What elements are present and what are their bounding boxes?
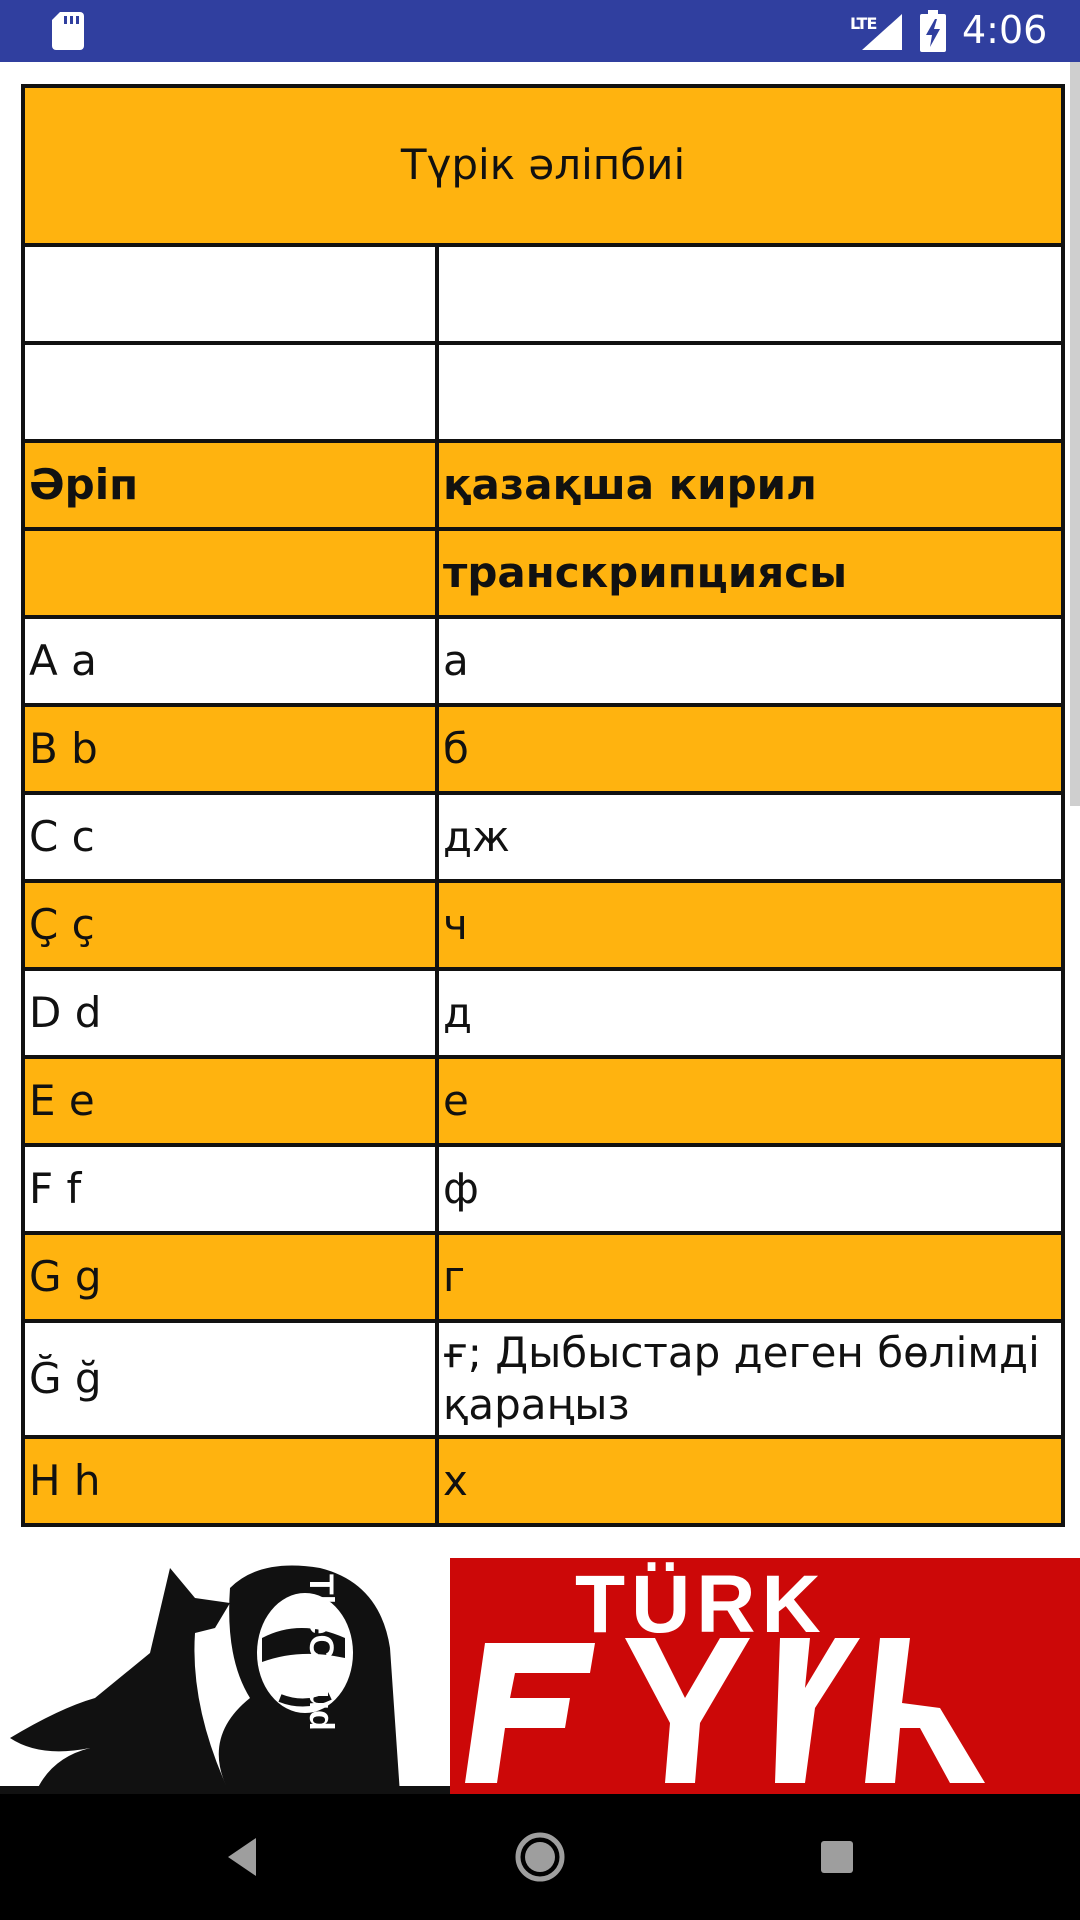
kazakh-cell: х	[437, 1437, 1063, 1525]
header-letter: Әріп	[23, 441, 437, 529]
kazakh-cell: а	[437, 617, 1063, 705]
sd-card-icon	[52, 12, 84, 50]
letter-cell: A a	[23, 617, 437, 705]
back-icon[interactable]	[210, 1824, 276, 1890]
table-row	[23, 1437, 1063, 1525]
letter-cell: F f	[23, 1145, 437, 1233]
kazakh-cell: ғ; Дыбыстар деген бөлімді қараңыз	[437, 1321, 1063, 1437]
signal-icon	[862, 14, 902, 50]
letter-cell: G g	[23, 1233, 437, 1321]
letter-cell: C c	[23, 793, 437, 881]
letter-cell: H h	[23, 1437, 437, 1525]
table-row	[23, 617, 1063, 705]
banner-left-text: TheCloud	[302, 1574, 340, 1731]
letter-cell: Ç ç	[23, 881, 437, 969]
banner-right-text: TÜRK	[575, 1559, 827, 1650]
table-row	[23, 881, 1063, 969]
blank-cell	[23, 343, 437, 441]
table-row	[23, 1233, 1063, 1321]
kazakh-cell: ф	[437, 1145, 1063, 1233]
table-row	[23, 793, 1063, 881]
kazakh-cell: дж	[437, 793, 1063, 881]
letter-cell: D d	[23, 969, 437, 1057]
kazakh-cell: ч	[437, 881, 1063, 969]
header-kazakh-2: транскрипциясы	[437, 529, 1063, 617]
blank-cell	[437, 245, 1063, 343]
banner-right-image	[450, 1558, 1080, 1794]
kazakh-cell: д	[437, 969, 1063, 1057]
letter-cell: Ğ ğ	[23, 1321, 437, 1437]
blank-row	[23, 245, 1063, 343]
recents-icon[interactable]	[804, 1824, 870, 1890]
navigation-bar	[0, 1794, 1080, 1920]
kazakh-cell: г	[437, 1233, 1063, 1321]
alphabet-table	[21, 84, 1065, 1527]
banner-left-image	[0, 1558, 450, 1794]
home-icon[interactable]	[507, 1824, 573, 1890]
header-empty	[23, 529, 437, 617]
blank-cell	[437, 343, 1063, 441]
ad-banner[interactable]	[0, 1558, 1080, 1794]
letter-cell: B b	[23, 705, 437, 793]
battery-charging-icon	[920, 10, 946, 52]
table-row	[23, 705, 1063, 793]
table-row	[23, 1321, 1063, 1437]
kazakh-cell: б	[437, 705, 1063, 793]
clock: 4:06	[962, 8, 1048, 52]
header-row-2	[23, 529, 1063, 617]
webview-content[interactable]	[0, 62, 1080, 1558]
letter-cell: E e	[23, 1057, 437, 1145]
blank-row	[23, 343, 1063, 441]
status-bar	[0, 0, 1080, 62]
header-row	[23, 441, 1063, 529]
kazakh-cell: е	[437, 1057, 1063, 1145]
blank-cell	[23, 245, 437, 343]
table-row	[23, 1145, 1063, 1233]
network-type: LTE	[850, 14, 877, 33]
table-row	[23, 969, 1063, 1057]
scrollbar[interactable]	[1070, 62, 1080, 806]
table-row	[23, 1057, 1063, 1145]
header-kazakh: қазақша кирил	[437, 441, 1063, 529]
wolf-silhouette-icon	[0, 1558, 450, 1794]
table-title: Түрік әліпбиі	[23, 86, 1063, 245]
